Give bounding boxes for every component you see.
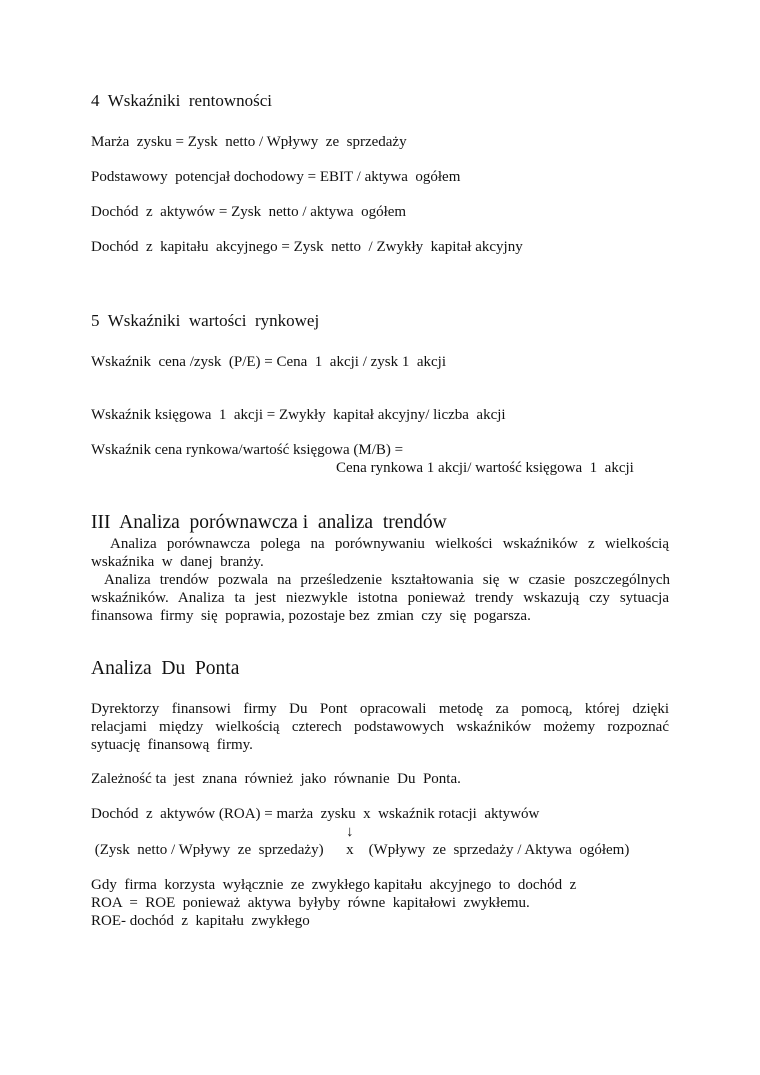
paragraph-line: ROA = ROE ponieważ aktywa byłyby równe kapitałowi zwykłemu. (91, 895, 530, 911)
ratio-line: Dochód z kapitału akcyjnego = Zysk netto / Zwykły kapitał akcyjny (91, 239, 523, 255)
dupont-formula-expanded: (Zysk netto / Wpływy ze sprzedaży) x (Wpływy ze sprzedaży / Aktywa ogółem) (91, 842, 630, 858)
paragraph-line: relacjami między wielkością czterech podstawowych wskaźników możemy rozpoznać (91, 719, 669, 735)
ratio-line-continuation: Cena rynkowa 1 akcji/ wartość księgowa 1 akcji (336, 460, 634, 476)
paragraph-line: wskaźnika w danej branży. (91, 554, 264, 570)
ratio-line: Wskaźnik cena rynkowa/wartość księgowa (M/B) = (91, 442, 404, 458)
paragraph-line: Zależność ta jest znana również jako równanie Du Ponta. (91, 771, 461, 787)
ratio-line: Podstawowy potencjał dochodowy = EBIT / aktywa ogółem (91, 169, 461, 185)
paragraph-line: finansowa firmy się poprawia, pozostaje bez zmian czy się pogarsza. (91, 608, 531, 624)
paragraph-line: Analiza porównawcza polega na porównywaniu wielkości wskaźników z wielkością (110, 536, 669, 552)
paragraph-line: wskaźników. Analiza ta jest niezwykle istotna ponieważ trendy wskazują czy sytuacja (91, 590, 669, 606)
section-3-heading: III Analiza porównawcza i analiza trendów (91, 512, 447, 533)
paragraph-line: Dyrektorzy finansowi firmy Du Pont opracowali metodę za pomocą, której dzięki (91, 701, 669, 717)
paragraph-line: Gdy firma korzysta wyłącznie ze zwykłego kapitału akcyjnego to dochód z (91, 877, 577, 893)
ratio-line: Dochód z aktywów = Zysk netto / aktywa ogółem (91, 204, 407, 220)
ratio-line: Wskaźnik cena /zysk (P/E) = Cena 1 akcji / zysk 1 akcji (91, 354, 447, 370)
paragraph-line: Analiza trendów pozwala na prześledzenie kształtowania się w czasie poszczególnych (104, 572, 670, 588)
ratio-line: Marża zysku = Zysk netto / Wpływy ze sprzedaży (91, 134, 407, 150)
section-5-heading: 5 Wskaźniki wartości rynkowej (91, 311, 320, 330)
paragraph-line: sytuację finansową firmy. (91, 737, 253, 753)
down-arrow-icon: ↓ (346, 824, 354, 840)
dupont-formula: Dochód z aktywów (ROA) = marża zysku x wskaźnik rotacji aktywów (91, 806, 540, 822)
paragraph-line: ROE- dochód z kapitału zwykłego (91, 913, 310, 929)
section-4-heading: 4 Wskaźniki rentowności (91, 91, 272, 110)
ratio-line: Wskaźnik księgowa 1 akcji = Zwykły kapitał akcyjny/ liczba akcji (91, 407, 506, 423)
dupont-heading: Analiza Du Ponta (91, 658, 240, 679)
